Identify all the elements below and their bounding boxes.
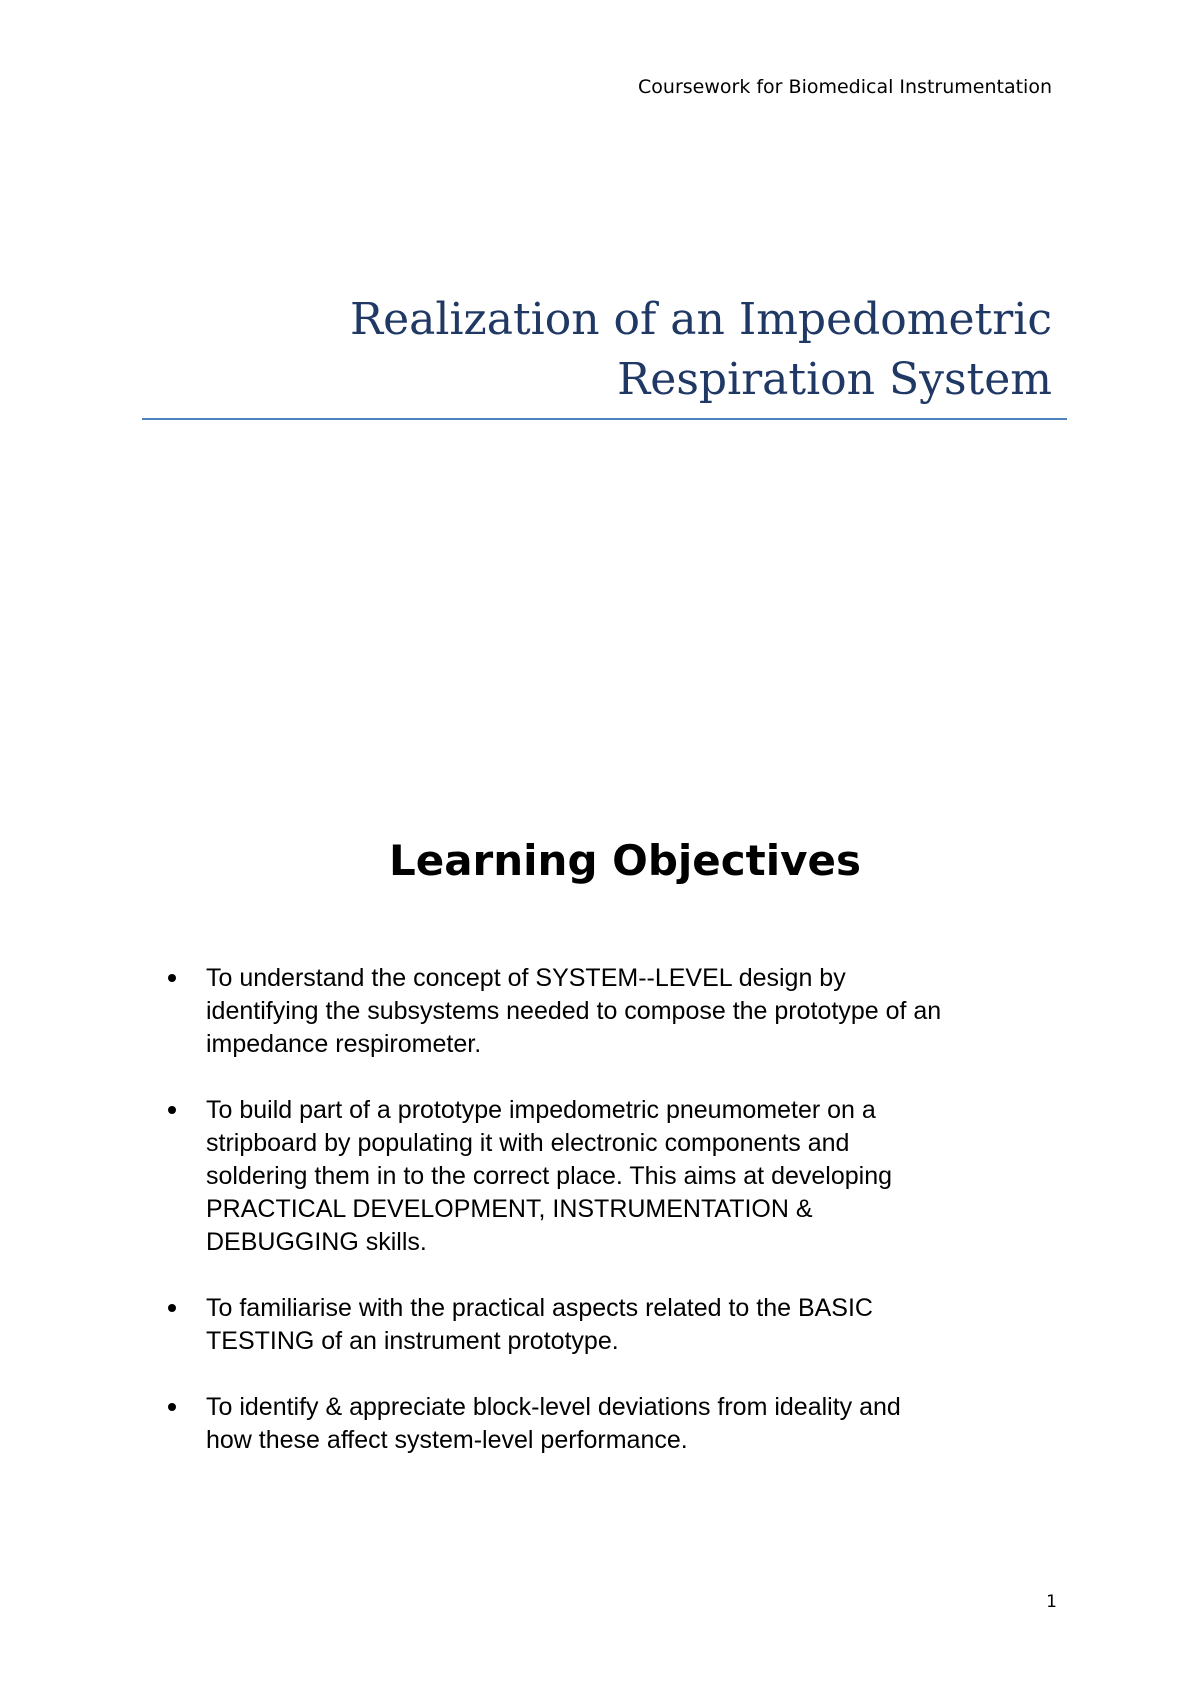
objective-line: TESTING of an instrument prototype. — [206, 1327, 619, 1355]
objective-item — [168, 1391, 1068, 1457]
running-header: Coursework for Biomedical Instrumentation — [638, 76, 1052, 98]
bullet-icon — [168, 1304, 176, 1312]
objective-item — [168, 1292, 1068, 1358]
objective-line: To build part of a prototype impedometric pneumometer on a — [206, 1096, 876, 1124]
objective-line: identifying the subsystems needed to compose the prototype of an — [206, 997, 942, 1025]
bullet-icon — [168, 974, 176, 982]
objective-line: To identify & appreciate block-level deviations from ideality and — [206, 1393, 901, 1421]
objective-item — [168, 962, 1068, 1061]
document-title — [152, 290, 1052, 410]
objective-line: impedance respirometer. — [206, 1030, 482, 1058]
page-number: 1 — [1046, 1592, 1057, 1612]
bullet-icon — [168, 1106, 176, 1114]
section-heading: Learning Objectives — [388, 836, 862, 885]
bullet-icon — [168, 1403, 176, 1411]
objective-line: To familiarise with the practical aspects related to the BASIC — [206, 1294, 873, 1322]
objective-line: stripboard by populating it with electronic components and — [206, 1129, 850, 1157]
objective-line: soldering them in to the correct place. This aims at developing — [206, 1162, 893, 1190]
document-title-line-2: Respiration System — [617, 354, 1052, 405]
objective-line: PRACTICAL DEVELOPMENT, INSTRUMENTATION & — [206, 1195, 813, 1223]
document-title-line-1: Realization of an Impedometric — [349, 294, 1052, 345]
objective-line: To understand the concept of SYSTEM--LEVEL design by — [206, 964, 846, 992]
objectives-list — [168, 962, 1068, 1490]
objective-line: DEBUGGING skills. — [206, 1228, 427, 1256]
title-underline-rule — [142, 418, 1067, 420]
objective-line: how these affect system-level performance. — [206, 1426, 688, 1454]
objective-item — [168, 1094, 1068, 1259]
